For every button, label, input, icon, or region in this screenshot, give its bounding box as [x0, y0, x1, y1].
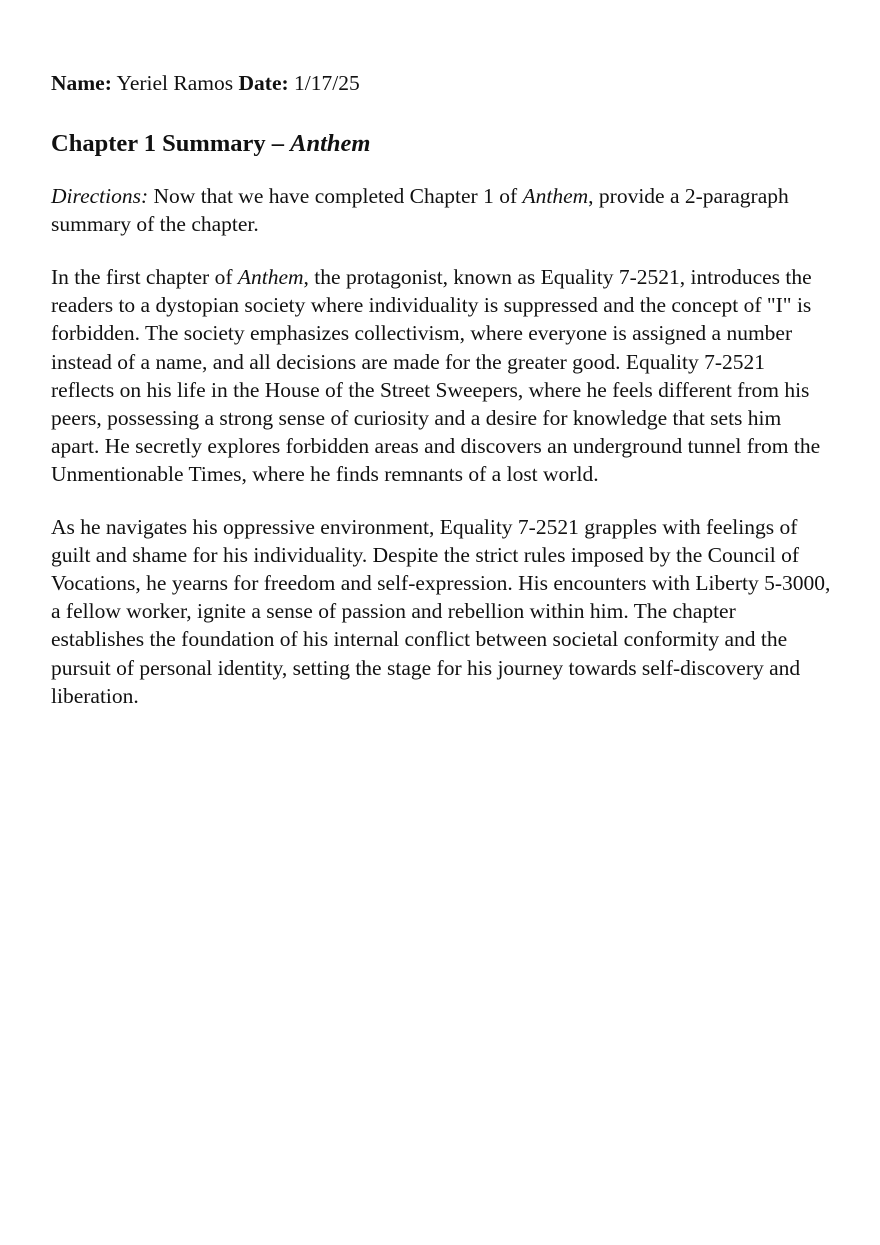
student-info-line	[51, 68, 831, 98]
name-label: Name:	[51, 71, 112, 95]
date-label: Date:	[238, 71, 289, 95]
page-title	[51, 129, 831, 159]
date-value: 1/17/25	[294, 71, 360, 95]
summary-paragraph-1	[51, 263, 831, 489]
student-name: Yeriel Ramos	[116, 71, 234, 95]
directions-book: Anthem	[522, 184, 589, 208]
p1-text-after: , the protagonist, known as Equality 7-2521, introduces the readers to a dystopian society where individuality is suppressed and the concept of "I" is forbidden. The society emphasizes collectivism, where everyone is assigned a number instead of a name, and all decisions are made for the greater good. Equality 7-2521 reflects on his life in the House of the Street Sweepers, where he feels different from his peers, possessing a strong sense of curiosity and a desire for knowledge that sets him apart. He secretly explores forbidden areas and discovers an underground tunnel from the Unmentionable Times, where he finds remnants of a lost world.	[51, 265, 821, 487]
p1-book: Anthem	[237, 265, 304, 289]
p1-text-before: In the first chapter of	[51, 265, 238, 289]
title-main: Chapter 1 Summary –	[51, 130, 291, 157]
title-book: Anthem	[290, 130, 371, 157]
directions-paragraph	[51, 182, 831, 238]
directions-text-after: , provide a 2-paragraph summary of the chapter.	[51, 184, 789, 236]
document-page	[51, 68, 831, 710]
summary-paragraph-2: As he navigates his oppressive environment, Equality 7-2521 grapples with feelings of guilt and shame for his individuality. Despite the strict rules imposed by the Council of Vocations, he yearns for freedom and self-expression. His encounters with Liberty 5-3000, a fellow worker, ignite a sense of passion and rebellion within him. The chapter establishes the foundation of his internal conflict between societal conformity and the pursuit of personal identity, setting the stage for his journey towards self-discovery and liberation.	[51, 514, 831, 708]
directions-text-before: Now that we have completed Chapter 1 of	[148, 184, 523, 208]
directions-label: Directions:	[51, 184, 149, 208]
